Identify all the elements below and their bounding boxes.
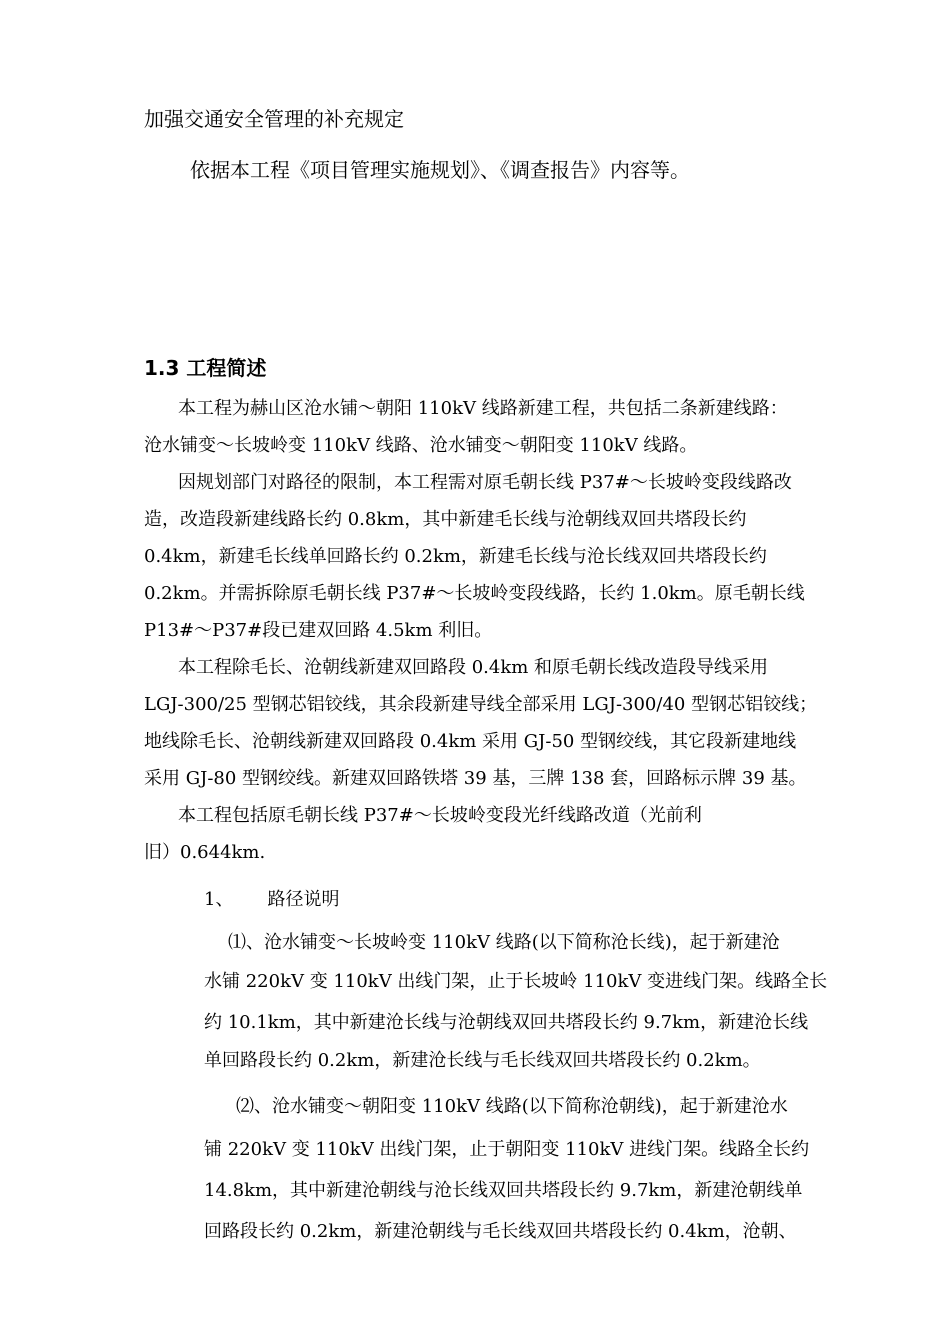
route-item-line: 约 10.1km，其中新建沧长线与沧朝线双回共塔段长约 9.7km，新建沧长线: [204, 1012, 809, 1033]
route-item-line: 单回路段长约 0.2km，新建沧长线与毛长线双回共塔段长约 0.2km。: [204, 1050, 761, 1071]
route-heading-number: 1、: [204, 889, 234, 910]
paragraph-line: 0.2km。并需拆除原毛朝长线 P37#～长坡岭变段线路，长约 1.0km。原毛朝长线: [144, 583, 805, 604]
supplementary-rule-line: 加强交通安全管理的补充规定: [144, 107, 404, 131]
paragraph-line: 采用 GJ-80 型钢绞线。新建双回路铁塔 39 基，三牌 138 套，回路标示牌 39 基。: [144, 768, 807, 789]
route-item-line: 水铺 220kV 变 110kV 出线门架，止于长坡岭 110kV 变进线门架。线路全长: [204, 971, 828, 992]
route-item-line: 回路段长约 0.2km，新建沧朝线与毛长线双回共塔段长约 0.4km，沧朝、: [204, 1221, 797, 1242]
paragraph-line: 造，改造段新建线路长约 0.8km，其中新建毛长线与沧朝线双回共塔段长约: [144, 509, 747, 530]
paragraph-line: 因规划部门对路径的限制，本工程需对原毛朝长线 P37#～长坡岭变段线路改: [178, 472, 792, 493]
paragraph-line: 本工程包括原毛朝长线 P37#～长坡岭变段光纤线路改道（光前利: [178, 805, 702, 826]
paragraph-line: 本工程为赫山区沧水铺～朝阳 110kV 线路新建工程，共包括二条新建线路：: [178, 398, 788, 419]
paragraph-line: 0.4km，新建毛长线单回路长约 0.2km，新建毛长线与沧长线双回共塔段长约: [144, 546, 767, 567]
paragraph-line: LGJ-300/25 型钢芯铝铰线，其余段新建导线全部采用 LGJ-300/40 型钢芯铝铰线；: [144, 694, 818, 715]
paragraph-line: 本工程除毛长、沧朝线新建双回路段 0.4km 和原毛朝长线改造段导线采用: [178, 657, 769, 678]
paragraph-line: 旧）0.644km.: [144, 842, 266, 863]
route-item-line: 14.8km，其中新建沧朝线与沧长线双回共塔段长约 9.7km，新建沧朝线单: [204, 1180, 803, 1201]
route-heading-title: 路径说明: [267, 889, 340, 910]
route-item-line: ⑵、沧水铺变～朝阳变 110kV 线路(以下简称沧朝线)，起于新建沧水: [236, 1096, 788, 1117]
route-item-line: 铺 220kV 变 110kV 出线门架，止于朝阳变 110kV 进线门架。线路全长约: [204, 1139, 810, 1160]
paragraph-line: P13#～P37#段已建双回路 4.5km 利旧。: [144, 620, 493, 641]
paragraph-line: 沧水铺变～长坡岭变 110kV 线路、沧水铺变～朝阳变 110kV 线路。: [144, 435, 698, 456]
route-item-line: ⑴、沧水铺变～长坡岭变 110kV 线路(以下简称沧长线)，起于新建沧: [228, 932, 780, 953]
section-heading: 1.3 工程简述: [144, 356, 267, 380]
basis-line: 依据本工程《项目管理实施规划》、《调查报告》内容等。: [190, 158, 690, 182]
paragraph-line: 地线除毛长、沧朝线新建双回路段 0.4km 采用 GJ-50 型钢绞线，其它段新建地线: [144, 731, 797, 752]
route-heading: [204, 887, 339, 913]
